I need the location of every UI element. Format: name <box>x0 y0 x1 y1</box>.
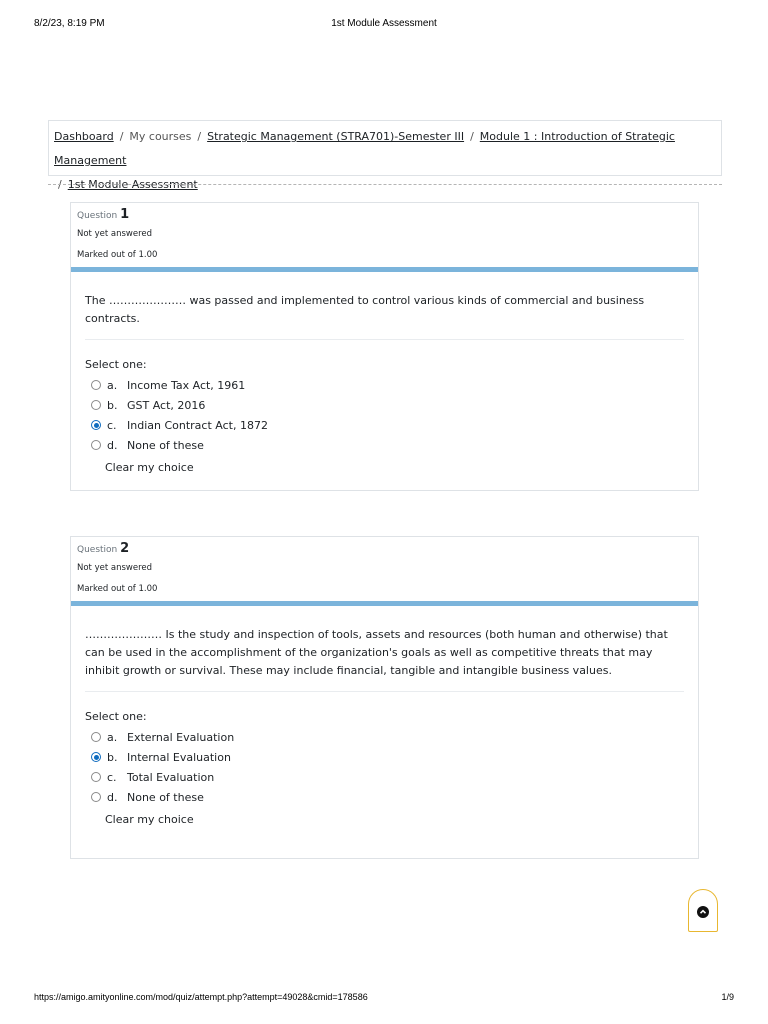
clear-my-choice-link[interactable]: Clear my choice <box>105 461 194 474</box>
option-letter: c. <box>107 770 117 784</box>
radio-button[interactable] <box>91 440 101 450</box>
question-state: Not yet answered <box>77 229 153 239</box>
answer-option-a[interactable] <box>85 727 684 747</box>
option-text: Indian Contract Act, 1872 <box>127 418 268 432</box>
breadcrumb-course[interactable]: Strategic Management (STRA701)-Semester III <box>207 130 465 143</box>
print-title: 1st Module Assessment <box>331 18 437 29</box>
question-number-value: 2 <box>120 541 130 556</box>
radio-button[interactable] <box>91 772 101 782</box>
option-letter: b. <box>107 398 118 412</box>
option-letter: a. <box>107 378 118 392</box>
print-url: https://amigo.amityonline.com/mod/quiz/attempt.php?attempt=49028&cmid=178586 <box>34 992 368 1002</box>
breadcrumb-separator: / <box>119 130 124 143</box>
question-text: ………………… Is the study and inspection of tools, assets and resources (both human and otherwise) that can be used in the accomplishment of the organization's goals as well as competitive threats that may inhibit growth or survival. These may include financial, tangible and intangible business values. <box>85 626 684 692</box>
radio-button[interactable] <box>91 732 101 742</box>
select-one-prompt: Select one: <box>85 358 147 371</box>
clear-my-choice-link[interactable]: Clear my choice <box>105 813 194 826</box>
option-letter: d. <box>107 790 118 804</box>
question-number-value: 1 <box>120 207 130 222</box>
radio-button[interactable] <box>91 380 101 390</box>
question-info <box>71 537 698 601</box>
option-letter: a. <box>107 730 118 744</box>
radio-button[interactable] <box>91 400 101 410</box>
answer-option-b[interactable] <box>85 747 684 767</box>
option-letter: c. <box>107 418 117 432</box>
question-grade: Marked out of 1.00 <box>77 584 158 594</box>
question-number <box>77 207 692 222</box>
print-datetime: 8/2/23, 8:19 PM <box>34 18 105 29</box>
breadcrumb-separator: / <box>470 130 474 143</box>
answer-option-b[interactable] <box>85 395 684 415</box>
back-to-top-button[interactable] <box>688 889 718 932</box>
question-grade: Marked out of 1.00 <box>77 250 158 260</box>
question-number <box>77 541 692 556</box>
question-text: The ………………… was passed and implemented to control various kinds of commercial and business contracts. <box>85 292 684 340</box>
option-text: None of these <box>127 438 204 452</box>
breadcrumb-assessment[interactable]: 1st Module Assessment <box>67 178 198 191</box>
select-one-prompt: Select one: <box>85 710 147 723</box>
breadcrumb <box>48 120 722 191</box>
dashed-divider <box>48 184 722 185</box>
option-text: Income Tax Act, 1961 <box>127 378 246 392</box>
breadcrumb-module[interactable]: Module 1 : Introduction of Strategic Management <box>54 130 675 167</box>
breadcrumb-dashboard[interactable]: Dashboard <box>54 130 114 143</box>
answer-option-c[interactable] <box>85 767 684 787</box>
radio-button-selected[interactable] <box>91 420 101 430</box>
question-2-card <box>70 536 699 859</box>
answer-option-d[interactable] <box>85 435 684 455</box>
question-content <box>71 272 698 474</box>
breadcrumb-separator: / <box>197 130 202 143</box>
option-text: External Evaluation <box>127 730 235 744</box>
option-text: Internal Evaluation <box>127 750 231 764</box>
question-label: Question <box>77 545 118 555</box>
question-1-card <box>70 202 699 491</box>
radio-button[interactable] <box>91 792 101 802</box>
option-letter: d. <box>107 438 118 452</box>
print-page-number: 1/9 <box>721 992 734 1002</box>
chevron-up-glyph <box>699 908 707 916</box>
question-state: Not yet answered <box>77 563 153 573</box>
option-text: None of these <box>127 790 204 804</box>
answer-option-d[interactable] <box>85 787 684 807</box>
breadcrumb-my-courses: My courses <box>129 130 192 143</box>
question-content <box>71 606 698 826</box>
radio-button-selected[interactable] <box>91 752 101 762</box>
breadcrumb-separator: / <box>58 178 62 191</box>
question-info <box>71 203 698 267</box>
question-label: Question <box>77 211 118 221</box>
option-text: GST Act, 2016 <box>127 398 206 412</box>
answer-option-a[interactable] <box>85 375 684 395</box>
option-letter: b. <box>107 750 118 764</box>
chevron-up-icon <box>697 906 709 918</box>
option-text: Total Evaluation <box>127 770 215 784</box>
answer-option-c[interactable] <box>85 415 684 435</box>
